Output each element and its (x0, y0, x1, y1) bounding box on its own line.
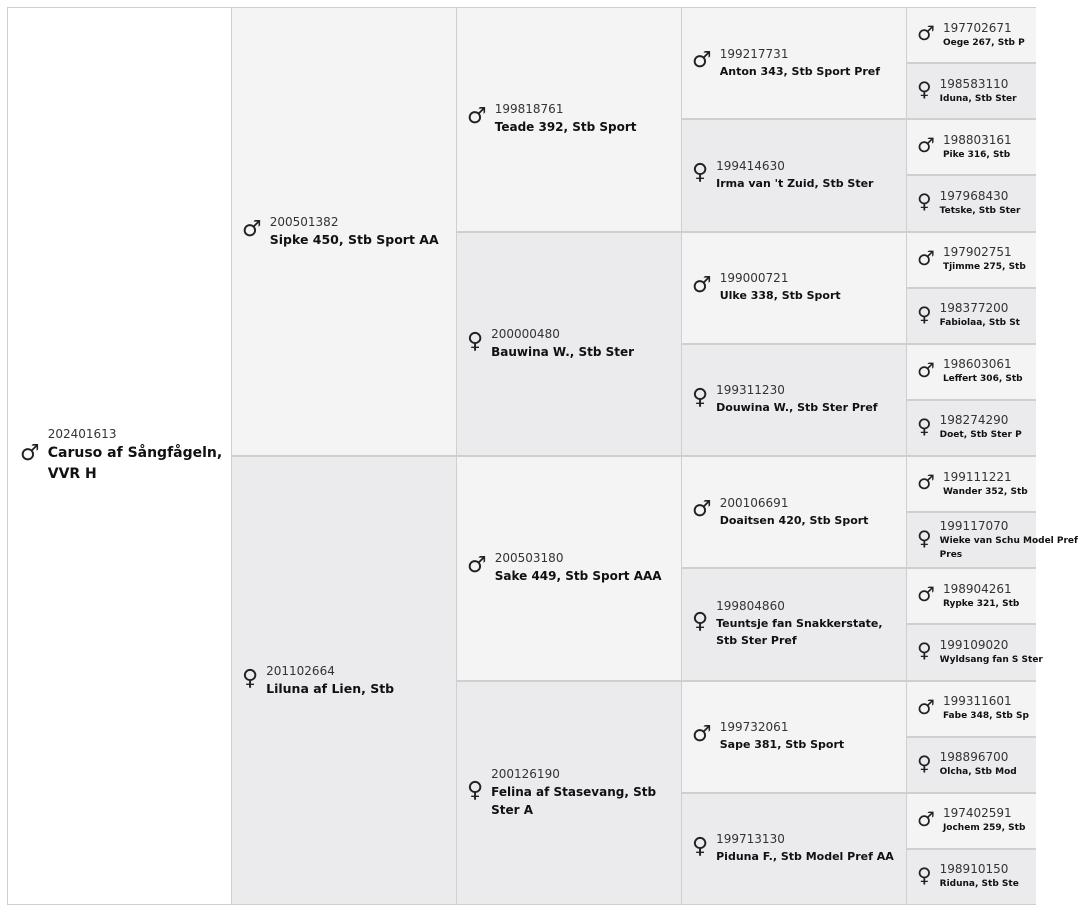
male-icon: ♂ (692, 48, 712, 74)
horse-name[interactable]: Teuntsje fan Snakkerstate, Stb Ster Pref (716, 617, 883, 648)
male-icon: ♂ (20, 441, 40, 466)
male-icon: ♂ (917, 694, 935, 719)
registration-number: 199818761 (494, 102, 564, 117)
horse-name[interactable]: Liluna af Lien, Stb (266, 680, 395, 696)
male-icon: ♂ (917, 21, 935, 46)
registration-number: 200126190 (491, 766, 560, 781)
horse-name[interactable]: Wander 352, Stb (942, 486, 1028, 497)
male-icon: ♂ (467, 553, 487, 579)
registration-number: 198603061 (942, 357, 1012, 372)
female-icon: ♀ (692, 609, 709, 635)
registration-number: 198896700 (939, 750, 1009, 765)
pedigree-cell-199713130[interactable] (681, 793, 907, 905)
female-icon: ♀ (692, 160, 709, 186)
male-icon: ♂ (467, 104, 487, 130)
pedigree-cell-199804860[interactable] (681, 568, 907, 680)
registration-number: 200000480 (491, 326, 560, 341)
male-icon: ♂ (917, 470, 935, 495)
pedigree-cell-199000721[interactable] (681, 232, 907, 344)
pedigree-cell-198904261[interactable] (906, 568, 1036, 624)
registration-number: 198274290 (939, 413, 1009, 428)
male-icon: ♂ (692, 721, 712, 747)
registration-number: 199713130 (716, 832, 785, 847)
pedigree-cell-199117070[interactable] (906, 512, 1078, 568)
horse-name[interactable]: Bauwina W., Stb Ster (491, 344, 635, 359)
horse-name[interactable]: Rypke 321, Stb (942, 598, 1020, 609)
horse-name[interactable]: Jochem 259, Stb (942, 823, 1026, 834)
horse-name[interactable]: Leffert 306, Stb (942, 374, 1023, 385)
registration-number: 199111221 (942, 469, 1012, 484)
pedigree-cell-201102664[interactable] (231, 456, 457, 905)
female-icon: ♀ (917, 638, 932, 663)
male-icon: ♂ (917, 806, 935, 831)
pedigree-cell-200000480[interactable] (456, 232, 682, 457)
male-icon: ♂ (692, 497, 712, 523)
female-icon: ♀ (467, 777, 484, 803)
pedigree-cell-199311601[interactable] (906, 681, 1036, 737)
horse-name[interactable]: Doet, Stb Ster P (939, 430, 1022, 441)
female-icon: ♀ (917, 77, 932, 102)
pedigree-cell-197702671[interactable] (906, 7, 1036, 63)
horse-name[interactable]: Olcha, Stb Mod (939, 767, 1017, 778)
registration-number: 199414630 (716, 158, 785, 173)
horse-name[interactable]: Sape 381, Stb Sport (719, 738, 845, 752)
horse-name[interactable]: Wyldsang fan S Ster (939, 654, 1043, 665)
registration-number: 198583110 (939, 76, 1009, 91)
registration-number: 198910150 (939, 862, 1009, 877)
horse-name[interactable]: Fabiolaa, Stb St (939, 318, 1020, 329)
registration-number: 199117070 (939, 518, 1009, 533)
registration-number: 198377200 (939, 301, 1009, 316)
horse-name[interactable]: Sipke 450, Stb Sport AA (269, 231, 439, 247)
male-icon: ♂ (917, 133, 935, 158)
horse-name[interactable]: Teade 392, Stb Sport (494, 120, 637, 135)
horse-name[interactable]: Tetske, Stb Ster (939, 205, 1021, 216)
horse-name[interactable]: Sake 449, Stb Sport AAA (494, 569, 662, 584)
female-icon: ♀ (917, 526, 932, 551)
registration-number: 198904261 (942, 581, 1012, 596)
registration-number: 200501382 (269, 214, 339, 229)
registration-number: 199109020 (939, 637, 1009, 652)
pedigree-cell-202401613[interactable] (7, 7, 232, 905)
registration-number: 202401613 (47, 427, 117, 441)
horse-name[interactable]: Anton 343, Stb Sport Pref (719, 64, 881, 78)
registration-number: 199311601 (942, 694, 1012, 709)
pedigree-cell-200501382[interactable] (231, 7, 457, 456)
horse-name[interactable]: Piduna F., Stb Model Pref AA (716, 850, 894, 864)
horse-name[interactable]: Pike 316, Stb (942, 149, 1011, 160)
horse-name[interactable]: Riduna, Stb Ste (939, 879, 1019, 890)
male-icon: ♂ (917, 245, 935, 270)
horse-name[interactable]: Tjimme 275, Stb (942, 262, 1026, 273)
pedigree-cell-199818761[interactable] (456, 7, 682, 232)
pedigree-cell-199217731[interactable] (681, 7, 907, 119)
registration-number: 199804860 (716, 599, 785, 614)
female-icon: ♀ (692, 384, 709, 410)
pedigree-cell-198274290[interactable] (906, 400, 1036, 456)
horse-name[interactable]: Wieke van Schu Model Pref Pres (939, 535, 1078, 560)
pedigree-cell-200106691[interactable] (681, 456, 907, 568)
female-icon: ♀ (917, 413, 932, 438)
male-icon: ♂ (917, 582, 935, 607)
pedigree-cell-199311230[interactable] (681, 344, 907, 456)
registration-number: 197902751 (942, 245, 1012, 260)
registration-number: 199732061 (719, 720, 789, 735)
registration-number: 199217731 (719, 46, 789, 61)
registration-number: 198803161 (942, 132, 1012, 147)
horse-name[interactable]: Douwina W., Stb Ster Pref (716, 401, 878, 415)
female-icon: ♀ (917, 862, 932, 887)
registration-number: 199000721 (719, 271, 789, 286)
registration-number: 197968430 (939, 188, 1009, 203)
registration-number: 200503180 (494, 551, 564, 566)
registration-number: 201102664 (266, 663, 335, 678)
pedigree-cell-200126190[interactable] (456, 681, 682, 906)
female-icon: ♀ (467, 328, 484, 354)
female-icon: ♀ (917, 750, 932, 775)
female-icon: ♀ (917, 301, 932, 326)
pedigree-cell-199109020[interactable] (906, 624, 1043, 680)
male-icon: ♂ (242, 216, 262, 242)
female-icon: ♀ (692, 833, 709, 859)
pedigree-cell-198896700[interactable] (906, 737, 1036, 793)
horse-name[interactable]: Fabe 348, Stb Sp (942, 711, 1029, 722)
pedigree-cell-198603061[interactable] (906, 344, 1036, 400)
horse-name[interactable]: Felina af Stasevang, Stb Ster A (491, 784, 657, 817)
pedigree-cell-198583110[interactable] (906, 63, 1036, 119)
male-icon: ♂ (692, 272, 712, 298)
pedigree-cell-199111221[interactable] (906, 456, 1036, 512)
pedigree-cell-199414630[interactable] (681, 119, 907, 231)
pedigree-cell-198803161[interactable] (906, 119, 1036, 175)
pedigree-cell-200503180[interactable] (456, 456, 682, 681)
pedigree-cell-197902751[interactable] (906, 232, 1036, 288)
pedigree-cell-198910150[interactable] (906, 849, 1036, 905)
female-icon: ♀ (242, 665, 259, 691)
horse-name[interactable]: Iduna, Stb Ster (939, 93, 1017, 104)
male-icon: ♂ (917, 357, 935, 382)
registration-number: 200106691 (719, 495, 789, 510)
horse-name[interactable]: Ulke 338, Stb Sport (719, 289, 841, 303)
pedigree-cell-199732061[interactable] (681, 681, 907, 793)
registration-number: 197702671 (942, 20, 1012, 35)
horse-name[interactable]: Caruso af Sångfågeln, VVR H (47, 445, 223, 482)
horse-name[interactable]: Irma van 't Zuid, Stb Ster (716, 176, 874, 190)
registration-number: 197402591 (942, 806, 1012, 821)
pedigree-cell-197402591[interactable] (906, 793, 1036, 849)
horse-name[interactable]: Doaitsen 420, Stb Sport (719, 513, 869, 527)
registration-number: 199311230 (716, 383, 785, 398)
pedigree-cell-198377200[interactable] (906, 288, 1036, 344)
horse-name[interactable]: Oege 267, Stb P (942, 37, 1025, 48)
pedigree-cell-197968430[interactable] (906, 175, 1036, 231)
female-icon: ♀ (917, 189, 932, 214)
